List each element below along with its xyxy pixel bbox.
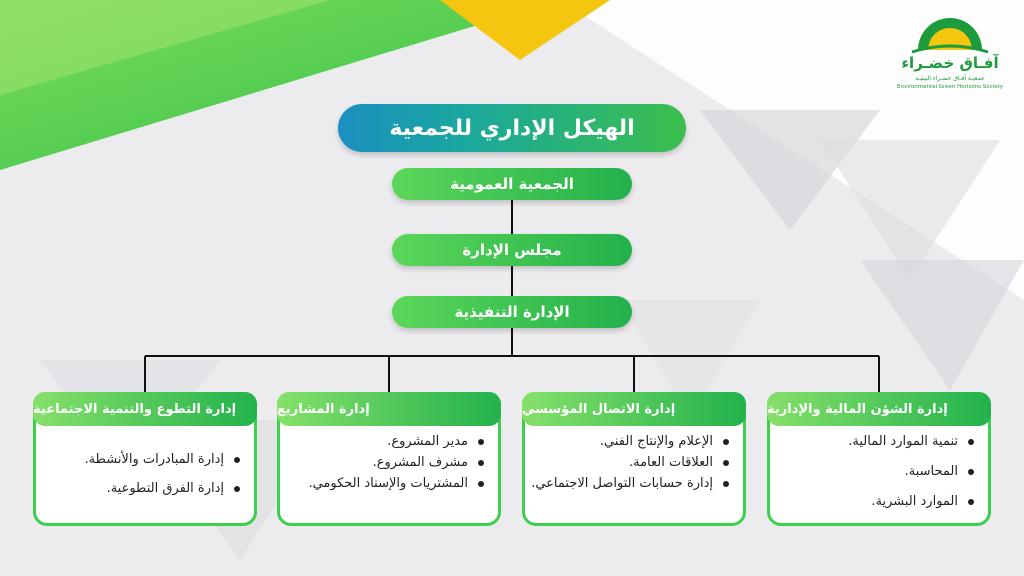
list-item: إدارة حسابات التواصل الاجتماعي.	[523, 475, 713, 492]
dept-card-finance	[767, 392, 991, 526]
list-item: مشرف المشروع.	[278, 454, 468, 471]
dept-card-communication	[522, 392, 746, 526]
logo	[888, 12, 1012, 92]
list-item: العلاقات العامة.	[523, 454, 713, 471]
logo-name-ar: آفـاق خضـراء	[901, 54, 999, 72]
list-item: مدير المشروع.	[278, 433, 468, 450]
chart-title: الهيكل الإداري للجمعية	[338, 104, 686, 152]
node-board: مجلس الإدارة	[392, 234, 632, 266]
list-item: الإعلام والإنتاج الفني.	[523, 433, 713, 450]
list-item: المحاسبة.	[768, 463, 958, 480]
logo-sun-icon	[888, 12, 1012, 56]
list-item: الموارد البشرية.	[768, 493, 958, 510]
dept-title: إدارة التطوع والتنمية الاجتماعية	[33, 392, 257, 426]
list-item: المشتريات والإسناد الحكومي.	[278, 475, 468, 492]
dept-card-projects	[277, 392, 501, 526]
dept-title: إدارة المشاريع	[277, 392, 501, 426]
list-item: إدارة المبادرات والأنشطة.	[34, 451, 224, 468]
dept-card-volunteering	[33, 392, 257, 526]
list-item: تنمية الموارد المالية.	[768, 433, 958, 450]
dept-title: إدارة الاتصال المؤسسي	[522, 392, 746, 426]
dept-title: إدارة الشؤن المالية والإدارية	[767, 392, 991, 426]
node-executive: الإدارة التنفيذية	[392, 296, 632, 328]
logo-name-en: Environmental Green Horizons Society	[896, 84, 1003, 90]
logo-subtitle: جمعيـة آفـاق خضـراء البيئيـة	[915, 75, 985, 82]
node-general-assembly: الجمعية العمومية	[392, 168, 632, 200]
list-item: إدارة الفرق التطوعية.	[34, 480, 224, 497]
